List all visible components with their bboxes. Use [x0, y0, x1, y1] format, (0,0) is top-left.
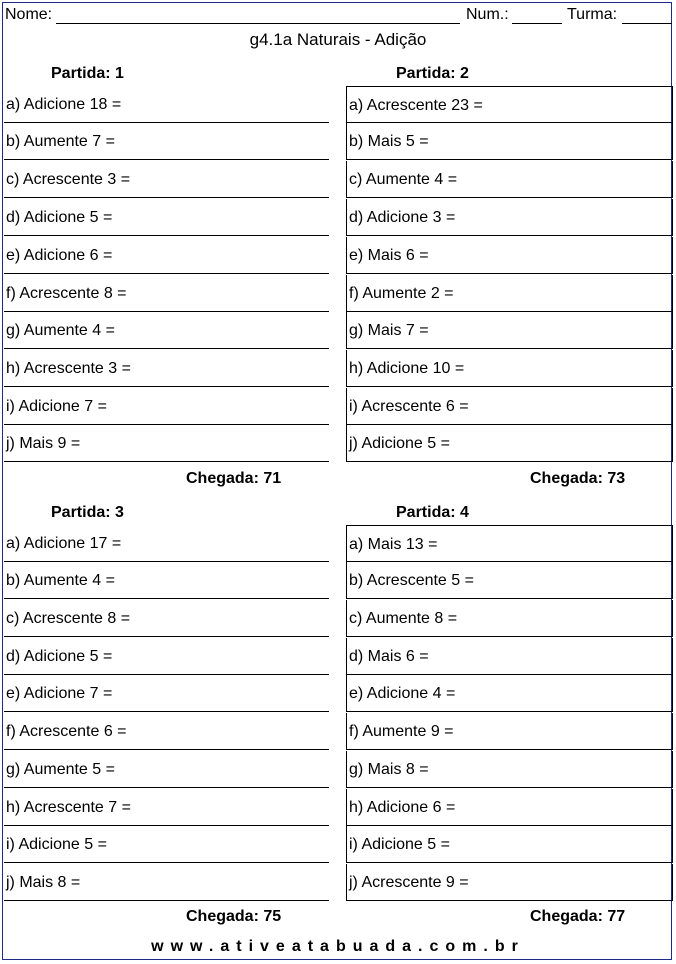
exercise-item: b) Aumente 4 =	[4, 562, 329, 599]
exercise-item: h) Acrescente 7 =	[4, 789, 329, 826]
exercise-item: d) Adicione 5 =	[4, 199, 329, 236]
exercise-item: a) Mais 13 =	[346, 525, 673, 562]
block-4-start	[396, 503, 469, 523]
block-2-end	[530, 468, 625, 490]
exercise-item: j) Mais 9 =	[4, 425, 329, 462]
block-3-end	[186, 906, 281, 928]
name-field-line[interactable]	[56, 23, 460, 24]
exercise-item: j) Acrescente 9 =	[346, 864, 673, 901]
block-4-end	[530, 906, 625, 928]
exercise-item: i) Adicione 5 =	[4, 826, 329, 863]
exercise-item: a) Adicione 17 =	[4, 525, 329, 562]
num-label: Num.:	[466, 6, 509, 23]
start-value: 1	[115, 65, 124, 82]
end-label: Chegada:	[530, 908, 603, 925]
end-value: 75	[263, 908, 282, 925]
exercise-item: a) Adicione 18 =	[4, 86, 329, 123]
exercise-item: e) Mais 6 =	[346, 237, 673, 274]
name-label: Nome:	[5, 6, 53, 23]
exercise-item: h) Adicione 6 =	[346, 789, 673, 826]
start-value: 4	[460, 504, 469, 521]
exercise-item: d) Adicione 5 =	[4, 638, 329, 675]
worksheet-title: g4.1a Naturais - Adição	[249, 30, 427, 49]
start-value: 2	[460, 65, 469, 82]
exercise-item: c) Acrescente 3 =	[4, 161, 329, 198]
exercise-item: h) Adicione 10 =	[346, 350, 673, 387]
header	[4, 4, 672, 26]
turma-label: Turma:	[567, 6, 618, 23]
exercise-item: g) Aumente 5 =	[4, 751, 329, 788]
exercise-item: i) Adicione 7 =	[4, 388, 329, 425]
end-value: 73	[607, 470, 626, 487]
end-label: Chegada:	[530, 470, 603, 487]
exercise-item: g) Mais 8 =	[346, 751, 673, 788]
end-value: 71	[263, 470, 282, 487]
exercise-item: f) Aumente 2 =	[346, 275, 673, 312]
exercise-item: j) Mais 8 =	[4, 864, 329, 901]
exercise-item: e) Adicione 7 =	[4, 675, 329, 712]
exercise-item: f) Acrescente 8 =	[4, 275, 329, 312]
exercise-item: b) Acrescente 5 =	[346, 562, 673, 599]
block-1-end	[186, 468, 281, 490]
end-value: 77	[607, 908, 626, 925]
exercise-item: b) Aumente 7 =	[4, 123, 329, 160]
exercise-item: g) Mais 7 =	[346, 312, 673, 349]
exercise-item: c) Aumente 8 =	[346, 600, 673, 637]
start-value: 3	[115, 504, 124, 521]
exercise-item: b) Mais 5 =	[346, 123, 673, 160]
end-label: Chegada:	[186, 470, 259, 487]
exercise-item: j) Adicione 5 =	[346, 425, 673, 462]
exercise-item: i) Acrescente 6 =	[346, 388, 673, 425]
exercise-item: f) Acrescente 6 =	[4, 713, 329, 750]
exercise-item: a) Acrescente 23 =	[346, 86, 673, 123]
start-label: Partida:	[396, 504, 456, 521]
turma-field-line[interactable]	[622, 23, 672, 24]
exercise-item: i) Adicione 5 =	[346, 826, 673, 863]
footer-website: www.ativeatabuada.com.br	[151, 938, 525, 955]
exercise-item: c) Aumente 4 =	[346, 161, 673, 198]
block-2-start	[396, 64, 469, 84]
num-field-line[interactable]	[512, 23, 562, 24]
block-1-start	[51, 64, 124, 84]
start-label: Partida:	[51, 65, 111, 82]
exercise-item: e) Adicione 4 =	[346, 675, 673, 712]
exercise-item: h) Acrescente 3 =	[4, 350, 329, 387]
end-label: Chegada:	[186, 908, 259, 925]
exercise-item: c) Acrescente 8 =	[4, 600, 329, 637]
start-label: Partida:	[396, 65, 456, 82]
start-label: Partida:	[51, 504, 111, 521]
exercise-item: d) Adicione 3 =	[346, 199, 673, 236]
block-3-start	[51, 503, 124, 523]
exercise-item: d) Mais 6 =	[346, 638, 673, 675]
exercise-item: e) Adicione 6 =	[4, 237, 329, 274]
exercise-item: g) Aumente 4 =	[4, 312, 329, 349]
exercise-item: f) Aumente 9 =	[346, 713, 673, 750]
